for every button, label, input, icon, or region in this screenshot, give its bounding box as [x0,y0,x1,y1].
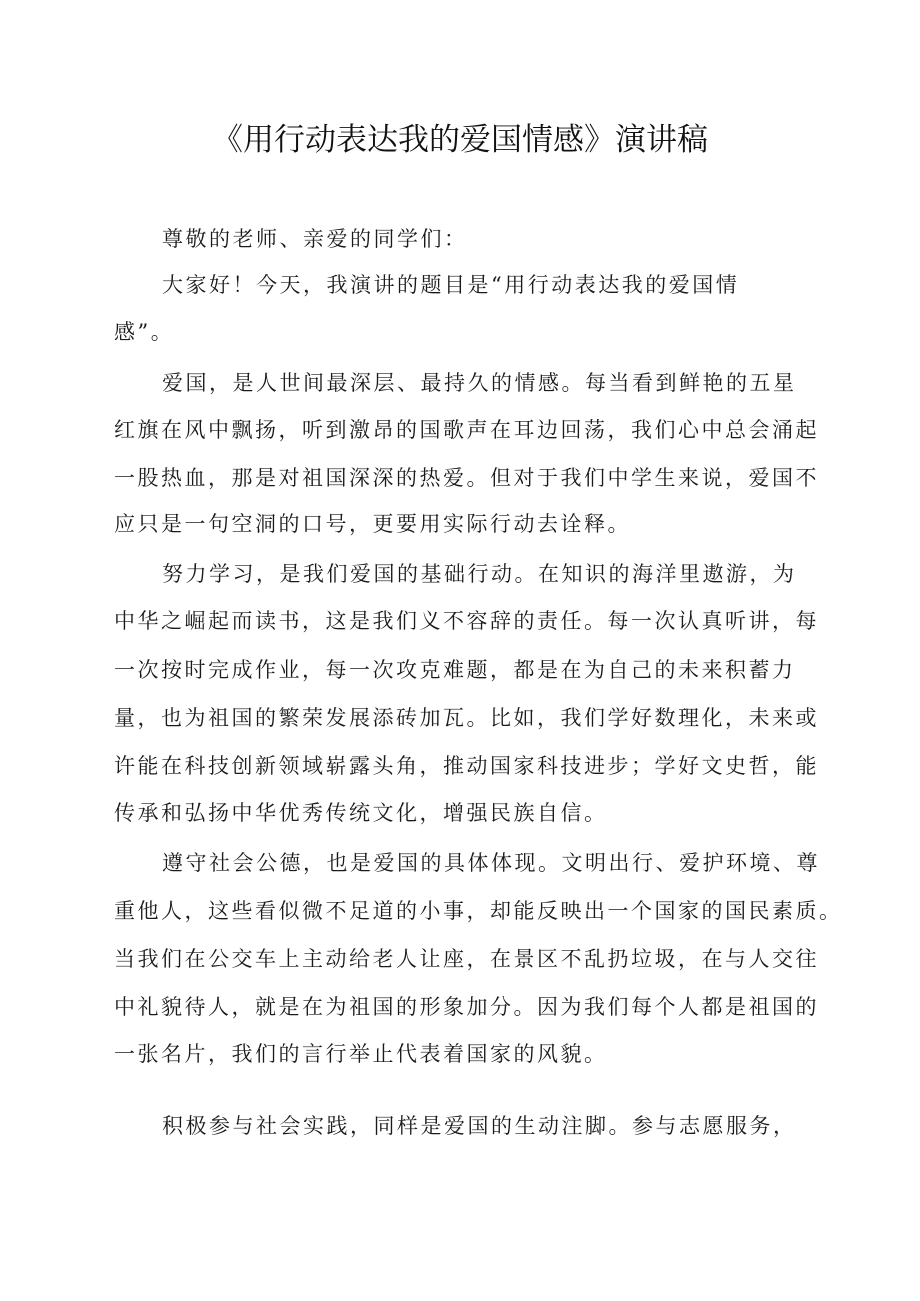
paragraph-3-line-2: 中华之崛起而读书，这是我们义不容辞的责任。每一次认真听讲，每 [114,609,819,633]
paragraph-3-line-1: 努力学习，是我们爱国的基础行动。在知识的海洋里遨游，为 [162,562,797,586]
paragraph-5-line-1: 积极参与社会实践，同样是爱国的生动注脚。参与志愿服务， [162,1114,797,1138]
paragraph-1-line-1: 大家好！今天，我演讲的题目是“用行动表达我的爱国情 [162,273,740,297]
paragraph-3-line-5: 许能在科技创新领域崭露头角，推动国家科技进步；学好文史哲，能 [114,754,819,778]
paragraph-4-line-4: 中礼貌待人，就是在为祖国的形象加分。因为我们每个人都是祖国的 [114,995,819,1019]
salutation-line: 尊敬的老师、亲爱的同学们： [162,227,468,251]
paragraph-3-line-4: 量，也为祖国的繁荣发展添砖加瓦。比如，我们学好数理化，未来或 [114,706,819,730]
paragraph-4-line-2: 重他人，这些看似微不足道的小事，却能反映出一个国家的国民素质。 [114,899,843,923]
paragraph-1-line-2: 感”。 [114,320,175,344]
paragraph-3-line-3: 一次按时完成作业，每一次攻克难题，都是在为自己的未来积蓄力 [114,658,796,682]
document-title: 《用行动表达我的爱国情感》演讲稿 [212,122,708,158]
paragraph-4-line-1: 遵守社会公德，也是爱国的具体体现。文明出行、爱护环境、尊 [162,851,820,875]
paragraph-3-line-6: 传承和弘扬中华优秀传统文化，增强民族自信。 [114,801,608,825]
paragraph-2-line-2: 红旗在风中飘扬，听到激昂的国歌声在耳边回荡，我们心中总会涌起 [114,418,819,442]
paragraph-2-line-4: 应只是一句空洞的口号，更要用实际行动去诠释。 [114,512,631,536]
paragraph-2-line-3: 一股热血，那是对祖国深深的热爱。但对于我们中学生来说，爱国不 [114,466,819,490]
paragraph-2-line-1: 爱国，是人世间最深层、最持久的情感。每当看到鲜艳的五星 [162,371,797,395]
paragraph-4-line-3: 当我们在公交车上主动给老人让座，在景区不乱扔垃圾，在与人交往 [114,947,819,971]
paragraph-4-line-5: 一张名片，我们的言行举止代表着国家的风貌。 [114,1042,608,1066]
